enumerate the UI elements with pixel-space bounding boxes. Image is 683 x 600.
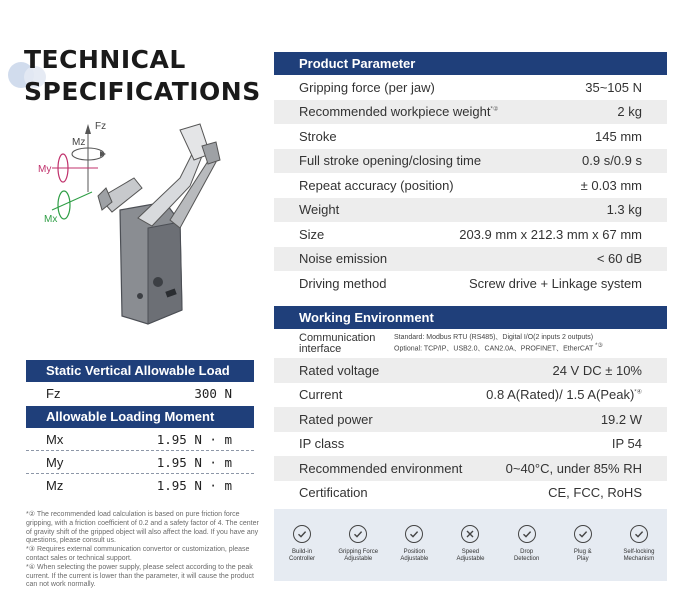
- parameter-row: [274, 173, 667, 198]
- loading-moment-header: Allowable Loading Moment: [26, 406, 254, 428]
- feature-label-line1: Speed: [461, 549, 480, 555]
- feature-label-line1: Plug &: [573, 549, 592, 555]
- parameter-label: [299, 251, 387, 266]
- features-bar: [274, 509, 667, 581]
- comm-standard: Standard: Modbus RTU (RS485)、Digital I/O(2 inputs 2 outputs): [394, 334, 594, 342]
- parameter-value: [597, 251, 642, 266]
- moment-value: 1.95 N · m: [156, 455, 232, 470]
- feature-item: [557, 525, 609, 563]
- parameter-label-text: Rated voltage: [299, 362, 380, 378]
- parameter-value: [581, 178, 642, 193]
- check-circle-icon: [574, 525, 592, 543]
- feature-label: [332, 549, 384, 563]
- working-environment-header: Working Environment: [274, 306, 667, 329]
- moment-label: Mx: [46, 432, 64, 447]
- parameter-value: [486, 387, 642, 402]
- comm-optional: Optional: TCP/IP、USB2.0、CAN2.0A、PROFINET、EtherCAT: [394, 345, 594, 353]
- parameter-value: [607, 202, 642, 217]
- parameter-label-text: Stroke: [299, 128, 337, 144]
- parameter-row: [274, 432, 667, 457]
- feature-label: [276, 549, 328, 563]
- static-load-row: [26, 382, 254, 405]
- moment-label: Mz: [46, 478, 64, 493]
- feature-item: [501, 525, 553, 563]
- parameter-value: [617, 104, 642, 119]
- footnote-ref: *②: [490, 106, 499, 113]
- parameter-label-text: Gripping force (per jaw): [299, 79, 435, 95]
- parameter-value: [548, 485, 642, 500]
- parameter-row: [274, 222, 667, 247]
- feature-label: [501, 549, 553, 563]
- parameter-label: [299, 276, 386, 291]
- parameter-label-text: Rated power: [299, 411, 373, 427]
- parameter-row: [274, 198, 667, 223]
- page-title-line2: SPECIFICATIONS: [24, 77, 261, 106]
- gripper-illustration: [30, 110, 240, 340]
- parameter-label-text: IP class: [299, 436, 345, 452]
- parameter-value-text: Screw drive + Linkage system: [468, 275, 642, 291]
- feature-label: [388, 549, 440, 563]
- parameter-value: [595, 129, 642, 144]
- parameter-label: [299, 129, 337, 144]
- feature-label-line2: Play: [576, 556, 589, 562]
- feature-item: [332, 525, 384, 563]
- product-parameter-header: Product Parameter: [274, 52, 667, 75]
- parameter-value-text: 0~40°C, under 85% RH: [505, 460, 642, 476]
- parameter-label: [299, 153, 481, 168]
- parameter-label: [299, 202, 339, 217]
- feature-label-line1: Position: [403, 549, 426, 555]
- feature-label-line2: Controller: [289, 556, 316, 562]
- parameter-label-text: Recommended workpiece weight: [299, 104, 491, 120]
- moment-row: [26, 428, 254, 451]
- comm-interface-label: [299, 333, 394, 355]
- static-load-label: Fz: [46, 386, 61, 401]
- axis-label-fz: Fz: [95, 121, 107, 132]
- parameter-label-text: Full stroke opening/closing time: [299, 153, 482, 169]
- feature-label: [557, 549, 609, 563]
- comm-label-line1: Communication: [299, 331, 376, 344]
- parameter-value-text: 203.9 mm x 212.3 mm x 67 mm: [459, 226, 642, 242]
- parameter-value-text: ± 0.03 mm: [580, 177, 642, 193]
- feature-label-line2: Adjustable: [456, 556, 485, 562]
- comm-footnote-ref: *③: [595, 343, 603, 350]
- comm-interface-value: [394, 333, 603, 353]
- parameter-value: [585, 80, 642, 95]
- static-load-table: [26, 360, 254, 405]
- parameter-value: [601, 412, 642, 427]
- feature-label-line2: Adjustable: [400, 556, 429, 562]
- parameter-label: [299, 387, 342, 402]
- parameter-value: [552, 363, 642, 378]
- feature-label-line1: Self-locking: [623, 549, 655, 555]
- parameter-row: [274, 358, 667, 383]
- parameter-label: [299, 363, 379, 378]
- axis-label-my: My: [38, 164, 52, 175]
- feature-label-line1: Gripping Force: [338, 549, 379, 555]
- parameter-row: [274, 124, 667, 149]
- parameter-label: [299, 485, 368, 500]
- parameter-label-text: Recommended environment: [299, 460, 463, 476]
- parameter-value-text: 35~105 N: [585, 79, 642, 95]
- parameter-label: [299, 80, 435, 95]
- moment-row: [26, 474, 254, 497]
- static-load-value: 300 N: [194, 386, 232, 401]
- parameter-value: [506, 461, 642, 476]
- working-environment-table: [274, 306, 667, 505]
- axis-label-mz: Mz: [72, 137, 86, 148]
- comm-optional-line: [394, 342, 603, 353]
- parameter-label-text: Current: [299, 387, 343, 403]
- feature-label: [444, 549, 496, 563]
- check-circle-icon: [293, 525, 311, 543]
- parameter-value: [612, 436, 642, 451]
- parameter-label: [299, 178, 454, 193]
- parameter-row: [274, 481, 667, 506]
- footnote-4: *④ When selecting the power supply, please select according to the peak current. If the current is lower than the parameter, it will cause the product can not work normally.: [26, 563, 254, 589]
- footnote-2: *② The recommended load calculation is based on pure friction force gripping, with a friction coefficient of 0.2 and a safety factor of 4. The center of gravity shift of the gripped object will also affect the load. If you have any questions, please consult us.: [26, 511, 259, 545]
- parameter-label: [299, 461, 462, 476]
- footnotes: [26, 511, 266, 590]
- feature-label-line1: Drop: [520, 549, 534, 555]
- parameter-value-text: 145 mm: [595, 128, 642, 144]
- check-circle-icon: [518, 525, 536, 543]
- parameter-row: [274, 407, 667, 432]
- parameter-label-text: Size: [299, 226, 325, 242]
- axis-label-mx: Mx: [44, 214, 58, 225]
- check-circle-icon: [405, 525, 423, 543]
- parameter-row: [274, 383, 667, 408]
- footnote-3: *③ Requires external communication convertor or customization, please contact sales or technical support.: [26, 546, 250, 562]
- parameter-value: [582, 153, 642, 168]
- parameter-value-text: CE, FCC, RoHS: [548, 485, 642, 501]
- page-title: [24, 44, 261, 108]
- parameter-value: [459, 227, 642, 242]
- parameter-value-text: < 60 dB: [596, 251, 642, 267]
- parameter-label-text: Repeat accuracy (position): [299, 177, 454, 193]
- moment-row: [26, 451, 254, 474]
- parameter-label: [299, 227, 324, 242]
- comm-interface-row: [274, 329, 667, 358]
- feature-label-line2: Adjustable: [344, 556, 373, 562]
- parameter-label-text: Certification: [299, 485, 368, 501]
- parameter-value-text: 0.8 A(Rated)/ 1.5 A(Peak): [486, 387, 635, 403]
- feature-item: [613, 525, 665, 563]
- parameter-label-text: Driving method: [299, 275, 387, 291]
- parameter-value-text: 24 V DC ± 10%: [552, 362, 642, 378]
- parameter-row: [274, 149, 667, 174]
- parameter-value-text: 19.2 W: [600, 411, 642, 427]
- page-title-line1: TECHNICAL: [24, 45, 186, 74]
- parameter-row: [274, 271, 667, 296]
- parameter-value-text: 1.3 kg: [606, 202, 642, 218]
- moment-value: 1.95 N · m: [156, 432, 232, 447]
- parameter-label: [299, 412, 373, 427]
- loading-moment-table: [26, 406, 254, 497]
- parameter-value-text: 2 kg: [617, 104, 642, 120]
- feature-item: [444, 525, 496, 563]
- feature-label-line2: Detection: [513, 556, 540, 562]
- footnote-ref: *④: [634, 389, 642, 396]
- parameter-label-text: Weight: [299, 202, 340, 218]
- parameter-value: [469, 276, 642, 291]
- feature-label-line1: Build-in: [292, 549, 313, 555]
- feature-label: [613, 549, 665, 563]
- check-circle-icon: [630, 525, 648, 543]
- parameter-label: [299, 436, 344, 451]
- moment-value: 1.95 N · m: [156, 478, 232, 493]
- check-circle-icon: [349, 525, 367, 543]
- feature-item: [276, 525, 328, 563]
- parameter-row: [274, 100, 667, 125]
- parameter-label: [299, 104, 498, 119]
- parameter-row: [274, 247, 667, 272]
- product-parameter-table: [274, 52, 667, 296]
- x-circle-icon: [461, 525, 479, 543]
- parameter-row: [274, 456, 667, 481]
- parameter-value-text: IP 54: [611, 436, 642, 452]
- parameter-value-text: 0.9 s/0.9 s: [582, 153, 642, 169]
- parameter-row: [274, 75, 667, 100]
- feature-item: [388, 525, 440, 563]
- moment-label: My: [46, 455, 64, 470]
- feature-label-line2: Mechanism: [623, 556, 655, 562]
- comm-label-line2: interface: [299, 342, 342, 355]
- parameter-label-text: Noise emission: [299, 251, 388, 267]
- static-load-header: Static Vertical Allowable Load: [26, 360, 254, 382]
